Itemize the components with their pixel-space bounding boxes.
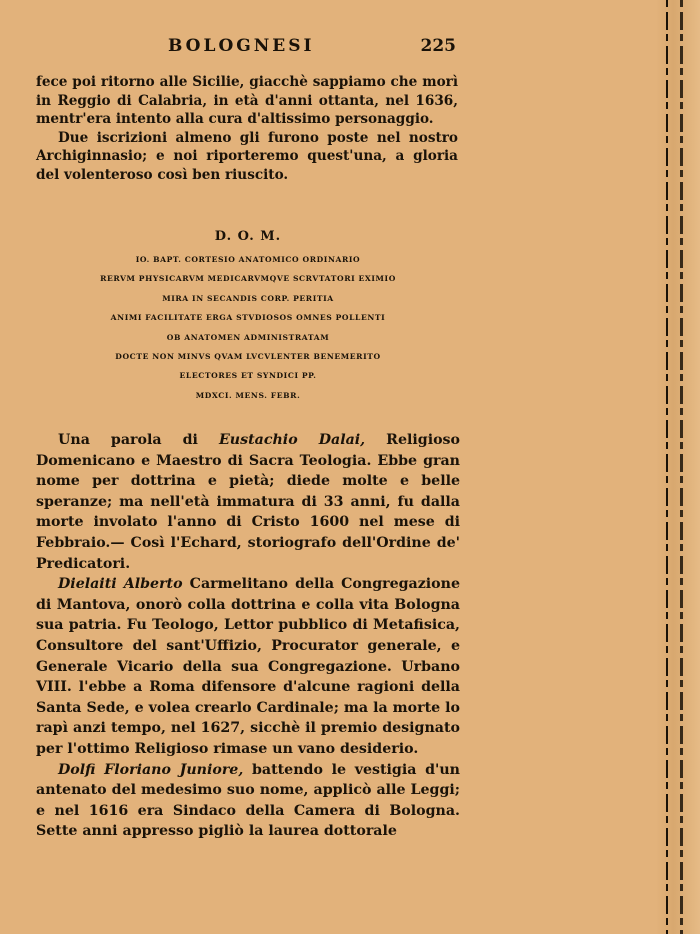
inscription-line: ANIMI FACILITATE ERGA STVDIOSOS OMNES POLLENTI	[110, 313, 386, 323]
inscription-line: RERVM PHYSICARVM MEDICARVMQVE SCRVTATORI EXIMIO	[100, 274, 396, 284]
entry-name: Dolfi Floriano Juniore,	[58, 761, 244, 778]
inscription-line: DOCTE NON MINVS QVAM LVCVLENTER BENEMERITO	[115, 352, 381, 362]
paragraph: fece poi ritorno alle Sicilie, giacchè sappiamo che morì in Reggio di Calabria, in età d'anni ottanta, nel 1636, mentr'era intento alla cura d'altissimo personaggio.	[36, 74, 458, 128]
entry-name: Eustachio Dalai,	[218, 432, 366, 448]
inscription-title: D. O. M.	[214, 229, 282, 244]
page-edge	[656, 0, 700, 934]
entry-text: Religioso Domenicano e Maestro di Sacra Teologia. Ebbe gran nome per dottrina e pietà; diede molte e belle speranze; ma nell'età immatura di 33 anni, fu dalla morte involato l'anno di Cristo 1600 nel mese di Febbraio.— Così l'Echard, storiografo dell'Ordine de' Predicatori.	[36, 432, 460, 572]
entry-intro: Una parola di	[58, 432, 219, 448]
biographical-entries	[36, 430, 460, 842]
inscription-line: OB ANATOMEN ADMINISTRATAM	[166, 332, 330, 342]
running-head: BOLOGNESI	[168, 36, 315, 56]
entry-text: battendo le vestigia d'un antenato del medesimo suo nome, applicò alle Leggi; e nel 1616 era Sindaco della Camera di Bologna. Sette anni appresso pigliò la laurea dottorale	[36, 761, 461, 840]
opening-text	[36, 73, 458, 185]
entry	[36, 760, 460, 842]
inscription-line: MIRA IN SECANDIS CORP. PERITIA	[162, 293, 334, 303]
inscription-line: ELECTORES ET SYNDICI PP.	[179, 371, 317, 381]
entry-name: Dielaiti Alberto	[58, 576, 183, 593]
page-number: 225	[420, 36, 456, 56]
page-header	[36, 36, 456, 60]
paragraph: Due iscrizioni almeno gli furono poste nel nostro Archiginnasio; e noi riporteremo quest'una, a gloria del volenteroso così ben riuscito.	[36, 129, 458, 183]
edge-line	[680, 0, 683, 934]
inscription-line: MDXCI. MENS. FEBR.	[195, 390, 301, 400]
inscription	[36, 229, 460, 405]
entry	[36, 430, 460, 574]
inscription-line: IO. BAPT. CORTESIO ANATOMICO ORDINARIO	[135, 255, 361, 264]
entry	[36, 574, 460, 759]
entry-text: Carmelitano della Congregazione di Mantova, onorò colla dottrina e colla vita Bologna sua patria. Fu Teologo, Lettor pubblico di Metafisica, Consultore del sant'Uffizio, Procurator generale, e Generale Vicario della sua Congregazione. Urbano VIII. l'ebbe a Roma difensore d'alcune ragioni della Santa Sede, e volea crearlo Cardinale; ma la morte lo rapì anzi tempo, nel 1627, sicchè il premio designato per l'ottimo Religioso rimase un vano desiderio.	[36, 576, 460, 757]
edge-line	[666, 0, 668, 934]
